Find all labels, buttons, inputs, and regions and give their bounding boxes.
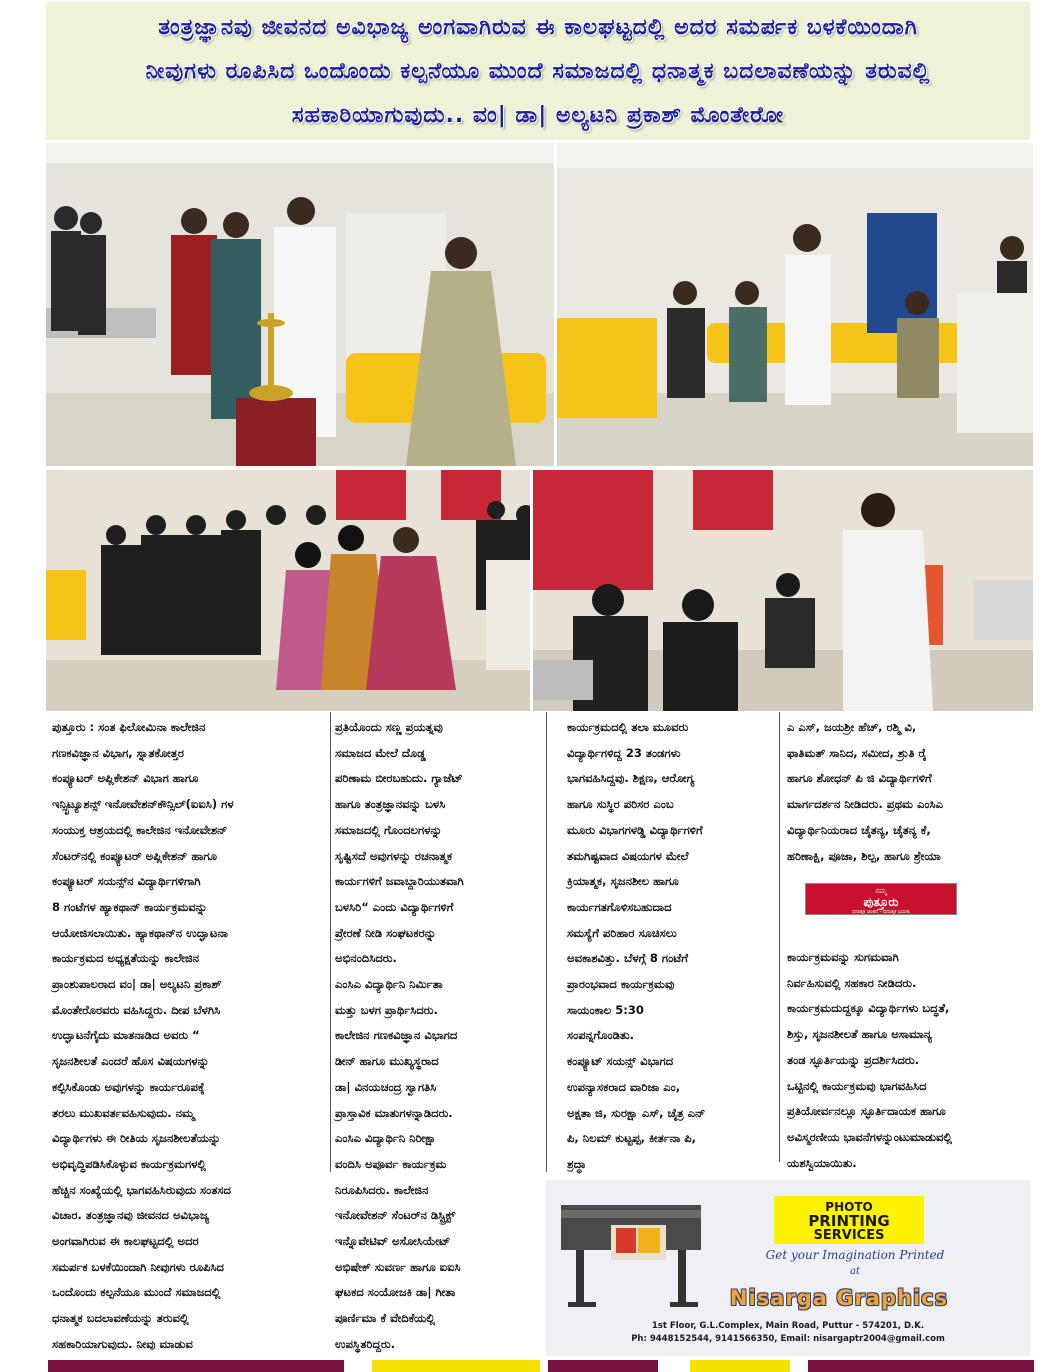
- article-line: ಬಳಸಿರಿ“ ಎಂದು ವಿದ್ಯಾರ್ಥಿಗಳಿಗೆ: [335, 899, 454, 914]
- photo-presenter: [533, 470, 1033, 711]
- article-column-1: [52, 715, 326, 1358]
- article-line: ಕಾರ್ಯಗತಗೊಳಿಸಬಹುದಾದ: [567, 899, 672, 914]
- nisarga-graphics-advert: [546, 1180, 1030, 1356]
- article-line: ಕಂಪ್ಯೂಟರ್ ಸಯನ್ಸ್‌ನ ವಿದ್ಯಾರ್ಥಿಗಳಿಗಾಗಿ: [52, 874, 201, 889]
- article-line: ಅಭಿನಂದಿಸಿದರು.: [335, 951, 397, 966]
- article-line: ಕಂಪ್ಯೂಟ್ ಸಯನ್ಸ್ ವಿಭಾಗದ: [567, 1054, 674, 1069]
- headline-line-2: ನೀವುಗಳು ರೂಪಿಸಿದ ಒಂದೊಂದು ಕಲ್ಪನೆಯೂ ಮುಂದೆ ಸಮಾಜದಲ್ಲಿ ಧನಾತ್ಮಕ ಬದಲಾವಣೆಯನ್ನು ತರುವಲ್ಲಿ: [145, 59, 931, 84]
- article-line: ಪುತ್ತೂರು : ಸಂತ ಫಿಲೋಮಿನಾ ಕಾಲೇಜಿನ: [52, 720, 206, 734]
- article-line: ಪ್ರಾಂಶುಪಾಲರಾದ ವಂ| ಡಾ| ಅಲ್ಯಟನಿ ಪ್ರಕಾಶ್: [52, 977, 222, 992]
- article-line: ಇನ್ಸ್ಟಿಟ್ಯೂಶನ್ಸ್ ಇನೋವೇಶನ್‌ಕೌನ್ಸಿಲ್(ಐಐಸಿ) ಗಳ: [52, 797, 234, 812]
- article-line: ಫಾತಿಮತ್ ಸಾನಿದ, ಸಮೀದ, ಶ್ರುತಿ ರೈ: [787, 745, 927, 760]
- article-line: ಇನ್ನೊವೇಟಿವ್ ಅಸೋಸಿಯೇಟ್: [335, 1234, 451, 1249]
- article-column-4a: [787, 715, 1035, 869]
- headline-line-1: ತಂತ್ರಜ್ಞಾನವು ಜೀವನದ ಅವಿಭಾಜ್ಯ ಅಂಗವಾಗಿರುವ ಈ ಕಾಲಘಟ್ಟದಲ್ಲಿ ಅದರ ಸಮರ್ಪಕ ಬಳಕೆಯಿಂದಾಗಿ: [158, 15, 918, 40]
- ad-address: 1st Floor, G.L.Complex, Main Road, Puttur - 574201, D.K. Ph: 9448152544, 9141566350, Email: nisargaptr2004@gmail.com: [631, 1321, 945, 1344]
- article-line: ಪ್ರತಿಯೋರ್ವನಲ್ಲೂ ಸ್ಫೂರ್ತಿದಾಯಕ ಹಾಗೂ: [787, 1104, 946, 1119]
- article-line: ಅಕ್ಷತಾ ಜಿ, ಸುರಕ್ಷಾ ಎಸ್, ಚೈತ್ರ ಎನ್: [567, 1105, 706, 1120]
- article-column-2: [335, 715, 543, 1358]
- article-line: ಅಭಿವೃದ್ಧಿಪಡಿಸಿಕೊಳ್ಳುವ ಕಾರ್ಯಕ್ರಮಗಳಲ್ಲಿ: [52, 1156, 207, 1171]
- article-line: ಪ್ರಾರಂಭವಾದ ಕಾರ್ಯಕ್ರಮವು: [567, 977, 675, 992]
- column-divider: [779, 712, 780, 1162]
- bottom-accent-bar: [548, 1360, 658, 1372]
- photo-audience: [46, 470, 530, 711]
- article-line: ಉದ್ಘಾಟನೆಗೈದು ಮಾತನಾಡಿದ ಅವರು “: [52, 1028, 200, 1043]
- article-line: ಹಾಗೂ ಶೋಧನ್ ಪಿ ಜಿ ವಿದ್ಯಾರ್ಥಿಗಳಿಗೆ: [787, 771, 932, 786]
- article-line: ಮೂರು ವಿಭಾಗಗಳಡ್ಡಿ ವಿದ್ಯಾರ್ಥಿಗಳಿಗೆ: [567, 822, 703, 837]
- article-line: ಹಾಗೂ ತಂತ್ರಜ್ಞಾನವನ್ನು ಬಳಸಿ: [335, 797, 446, 812]
- article-line: ಪ್ರತಿಯೊಂದು ಸಣ್ಣ ಪ್ರಯತ್ನವು: [335, 720, 443, 734]
- ad-tagline: Get your Imagination Printed: [765, 1248, 945, 1262]
- article-line: ಸೆಂಟರ್‌ನಲ್ಲಿ ಕಂಪ್ಯೂಟರ್ ಅಪ್ಲಿಕೇಶನ್ ಹಾಗೂ: [52, 848, 217, 863]
- article-line: ಅಭಿಷೇಕ್ ಸುವರ್ಣ ಹಾಗೂ ಐಐಸಿ: [335, 1259, 461, 1274]
- article-line: ಎಂಸಿಎ ವಿದ್ಯಾರ್ಥಿನಿ ನಿರ್ಮಿತಾ: [335, 977, 443, 992]
- article-line: ಸಮಸ್ಯೆಗೆ ಪರಿಹಾರ ಸೂಚಿಸಲು: [567, 925, 677, 940]
- article-line: ಕಾರ್ಯಕ್ರಮದುದ್ದಕ್ಕೂ ವಿದ್ಯಾರ್ಥಿಗಳು ಬದ್ಧತೆ,: [787, 1001, 950, 1016]
- article-line: ವಂದಿಸಿ ಅಪೂರ್ವ ಕಾರ್ಯಕ್ರಮ: [335, 1156, 447, 1171]
- article-line: ಶ್ರದ್ಧಾ: [567, 1156, 587, 1171]
- article-line: ವಿದ್ಯಾರ್ಥಿಗಳಿದ್ದ 23 ತಂಡಗಳು: [567, 745, 681, 760]
- article-line: 8 ಗಂಟೆಗಳ ಹ್ಯಾಕಥಾನ್ ಕಾರ್ಯಕ್ರಮವನ್ನು: [52, 899, 208, 914]
- article-line: ಎಂಸಿಎ ವಿದ್ಯಾರ್ಥಿನಿ ನಿರೀಕ್ಷಾ: [335, 1131, 437, 1146]
- article-line: ಸಹಕಾರಿಯಾಗುವುದು. ನೀವು ಮಾಡುವ: [52, 1336, 193, 1351]
- article-line: ಪೂರ್ಣಿಮಾ ಕೆ ವೇದಿಕೆಯಲ್ಲಿ: [335, 1311, 435, 1326]
- article-line: ಪಿ, ನಿಲಮ್ ಕುಟ್ಟಪ್ಪ, ಕೀರ್ತನಾ ಪಿ,: [567, 1131, 696, 1146]
- article-line: ಅಂಗವಾಗಿರುವ ಈ ಕಾಲಘಟ್ಟದಲ್ಲಿ ಅದರ: [52, 1234, 199, 1249]
- bottom-accent-bar: [808, 1360, 1034, 1372]
- article-line: ಅವಿಸ್ಮರಣೀಯ ಭಾವನೆಗಳನ್ನುಂಟುಮಾಡುವಲ್ಲಿ: [787, 1129, 953, 1144]
- article-line: ವಿಚಾರ. ತಂತ್ರಜ್ಞಾನವು ಜೀವನದ ಅವಿಭಾಜ್ಯ: [52, 1208, 210, 1223]
- article-line: ಸಮರ್ಪಕ ಬಳಕೆಯಿಂದಾಗಿ ನೀವುಗಳು ರೂಪಿಸಿದ: [52, 1259, 224, 1274]
- photo-speaker-address: [557, 143, 1033, 466]
- article-line: ಸೃಜನಶೀಲತೆ ಎಂದರೆ ಹೊಸ ವಿಷಯಗಳನ್ನು: [52, 1054, 210, 1069]
- article-line: ಸಂಪನ್ನಗೊಂಡಿತು.: [567, 1028, 634, 1043]
- article-line: ಉಪಸ್ಥಿತರಿದ್ದರು.: [335, 1336, 396, 1351]
- article-line: ಶಿಸ್ತು, ಸೃಜನಶೀಲತೆ ಹಾಗೂ ಅಸಾಮಾನ್ಯ: [787, 1027, 932, 1042]
- article-line: ಹಾಗೂ ಸುಸ್ಥಿರ ಪರಿಸರ ಎಂಬ: [567, 797, 674, 812]
- article-line: ಕಾರ್ಯಗಳಿಗೆ ಜವಾಬ್ದಾರಿಯುತವಾಗಿ: [335, 874, 464, 889]
- article-line: ಒಂದೊಂದು ಕಲ್ಪನೆಯೂ ಮುಂದೆ ಸಮಾಜದಲ್ಲಿ: [52, 1285, 221, 1300]
- ad-brand-name: Nisarga Graphics: [729, 1286, 949, 1310]
- article-column-3: [567, 715, 777, 1178]
- bottom-accent-bar: [48, 1360, 344, 1372]
- article-line: ಕ್ರಿಯಾತ್ಮಕ, ಸೃಜನಶೀಲ ಹಾಗೂ: [567, 874, 679, 889]
- article-line: ಇನೋವೇಶನ್ ಸೆಂಟರ್‌ನ ಡಿಸ್ಟ್ರಿಕ್ಟ್: [335, 1208, 456, 1223]
- article-line: ಕಾರ್ಯಕ್ರಮದ ಅಧ್ಯಕ್ಷತೆಯನ್ನು ಕಾಲೇಜಿನ: [52, 951, 200, 966]
- article-line: ಕಾಲೇಜಿನ ಗಣಕವಿಜ್ಞಾನ ವಿಭಾಗದ: [335, 1028, 458, 1043]
- article-line: ಯಶಸ್ವಿಯಾಯಿತು.: [787, 1155, 857, 1170]
- article-line: ಪರಿಣಾಮ ಬೀರಬಹುದು. ಗ್ಯಾಜೆಟ್: [335, 771, 463, 786]
- article-line: ಪ್ರೇರಣೆ ನೀಡಿ ಸಂಘಟಕರನ್ನು: [335, 925, 437, 940]
- article-line: ನಿರೂಪಿಸಿದರು. ಕಾಲೇಜಿನ: [335, 1182, 429, 1197]
- photo-printing-services-box: PHOTO PRINTING SERVICES: [774, 1196, 924, 1244]
- article-line: ಘಟಕದ ಸಂಯೋಜಕಿ ಡಾ| ಗೀತಾ: [335, 1285, 456, 1300]
- article-line: ತಮಗಿಷ್ಟವಾದ ವಿಷಯಗಳ ಮೇಲೆ: [567, 848, 689, 863]
- column-divider: [546, 712, 547, 1172]
- headline-line-3: ಸಹಕಾರಿಯಾಗುವುದು.. ವಂ| ಡಾ| ಅಲ್ಯಟನಿ ಪ್ರಕಾಶ್ ಮೊಂತೇರೋ: [291, 103, 785, 128]
- article-line: ಅವಕಾಶವಿತ್ತು. ಬೆಳಗ್ಗೆ 8 ಗಂಟೆಗೆ: [567, 951, 688, 966]
- article-line: ಡಾ| ವಿನಯಚಂದ್ರ ಸ್ವಾಗತಿಸಿ: [335, 1079, 437, 1094]
- article-line: ಮಾರ್ಗದರ್ಶನ ನೀಡಿದರು. ಪ್ರಥಮ ಎಂಸಿಎ: [787, 797, 943, 812]
- article-line: ಭಾಗವಹಿಸಿದ್ದವು. ಶಿಕ್ಷಣ, ಆರೋಗ್ಯ: [567, 771, 695, 786]
- article-line: ಸಮಾಜದ ಮೇಲೆ ದೊಡ್ಡ: [335, 745, 426, 760]
- article-line: ಉಪನ್ಯಾಸಕರಾದ ವಾರಿಜಾ ಎಂ,: [567, 1079, 681, 1094]
- article-line: ಕಲ್ಪಿಸಿಕೊಂಡು ಅವುಗಳನ್ನು ಕಾರ್ಯರೂಪಕ್ಕೆ: [52, 1079, 205, 1094]
- photo-lamp-lighting: [46, 143, 554, 466]
- article-column-4b: [787, 945, 1035, 1176]
- article-line: ತಂಡ ಸ್ಫೂರ್ತಿಯನ್ನು ಪ್ರದರ್ಶಿಸಿದರು.: [787, 1052, 920, 1067]
- article-line: ಕಾರ್ಯಕ್ರಮವನ್ನು ಸುಗಮವಾಗಿ: [787, 950, 899, 964]
- article-line: ಸೃಷ್ಟಿಸದೆ ಅವುಗಳನ್ನು ರಚನಾತ್ಮಕ: [335, 848, 453, 863]
- headline-banner: [46, 2, 1030, 140]
- article-line: ಪ್ರಾಸ್ತಾವಿಕ ಮಾತುಗಳನ್ನಾಡಿದರು.: [335, 1105, 453, 1120]
- article-line: ಆಯೋಜಿಸಲಾಯಿತು. ಹ್ಯಾಕಥಾನ್‌ನ ಉದ್ಘಾಟನಾ: [52, 925, 228, 940]
- article-line: ಮೊಂತೇರೊರವರು ವಹಿಸಿದ್ದರು. ದೀಪ ಬೆಳಗಿಸಿ: [52, 1002, 221, 1017]
- article-line: ತರಲು ಮುಖವರ್ತವಹಿಸುವುದು. ನಮ್ಮ: [52, 1105, 195, 1120]
- article-line: ಗಣಕವಿಜ್ಞಾನ ವಿಭಾಗ, ಸ್ನಾತಕೋತ್ತರ: [52, 745, 184, 760]
- article-line: ಹರಿಣಾಕ್ಷಿ, ಪೂಜಾ, ಶಿಲ್ಪ, ಹಾಗೂ ಶ್ರೇಯಾ: [787, 848, 941, 863]
- article-line: ಕಂಪ್ಯೂಟರ್ ಅಪ್ಲಿಕೇಶನ್ ವಿಭಾಗ ಹಾಗೂ: [52, 771, 199, 786]
- bottom-accent-bar: [372, 1360, 540, 1372]
- article-line: ಡೀನ್ ಹಾಗೂ ಮುಖ್ಯಸ್ಥರಾದ: [335, 1054, 439, 1069]
- article-line: ಧನಾತ್ಮಕ ಬದಲಾವಣೆಯನ್ನು ತರುವಲ್ಲಿ: [52, 1311, 189, 1326]
- namma-puttur-logo: ನಮ್ಮ ಪುತ್ತೂರು ಧನಾತ್ಮಕ ಚಿಂತನೆ - ಧನಾತ್ಮಕ ಬದುಕು: [805, 883, 957, 915]
- ad-tagline-at: at: [850, 1266, 860, 1277]
- article-line: ಕಾರ್ಯಕ್ರಮದಲ್ಲಿ ತಲಾ ಮೂವರು: [567, 720, 689, 734]
- article-line: ಒಟ್ಟಿನಲ್ಲಿ ಕಾರ್ಯಕ್ರಮವು ಭಾಗವಹಿಸಿದ: [787, 1078, 927, 1093]
- article-line: ವಿದ್ಯಾರ್ಥಿನಿಯರಾದ ಚೈತನ್ಯ, ಚೈತನ್ಯ ಕೆ,: [787, 822, 931, 837]
- article-line: ನಿರ್ವಹಿಸುವಲ್ಲಿ ಸಹಕಾರ ನೀಡಿದರು.: [787, 975, 917, 990]
- column-divider: [330, 712, 331, 1172]
- article-line: ಸಾಯಂಕಾಲ 5:30: [567, 1002, 644, 1017]
- article-line: ಎ ಎಸ್, ಜಯಶ್ರೀ ಹೆಚ್, ರಶ್ಮಿ ವಿ,: [787, 720, 917, 734]
- article-line: ಸಂಯುಕ್ತ ಆಶ್ರಯದಲ್ಲಿ ಕಾಲೇಜಿನ ಇನೋವೇಶನ್: [52, 822, 228, 837]
- article-line: ಮತ್ತು ಬಳಗ ಪ್ರಾರ್ಥಿಸಿದರು.: [335, 1002, 438, 1017]
- bottom-accent-bar: [690, 1360, 790, 1372]
- article-line: ಸಮಾಜದಲ್ಲಿ ಗೊಂದಲಗಳನ್ನು: [335, 822, 443, 837]
- article-line: ವಿದ್ಯಾರ್ಥಿಗಳು ಈ ರೀತಿಯ ಸೃಜನಶೀಲತೆಯನ್ನು: [52, 1131, 221, 1146]
- article-line: ಹೆಚ್ಚಿನ ಸಂಖ್ಯೆಯಲ್ಲಿ ಭಾಗವಹಿಸಿರುವುದು ಸಂತಸದ: [52, 1182, 231, 1197]
